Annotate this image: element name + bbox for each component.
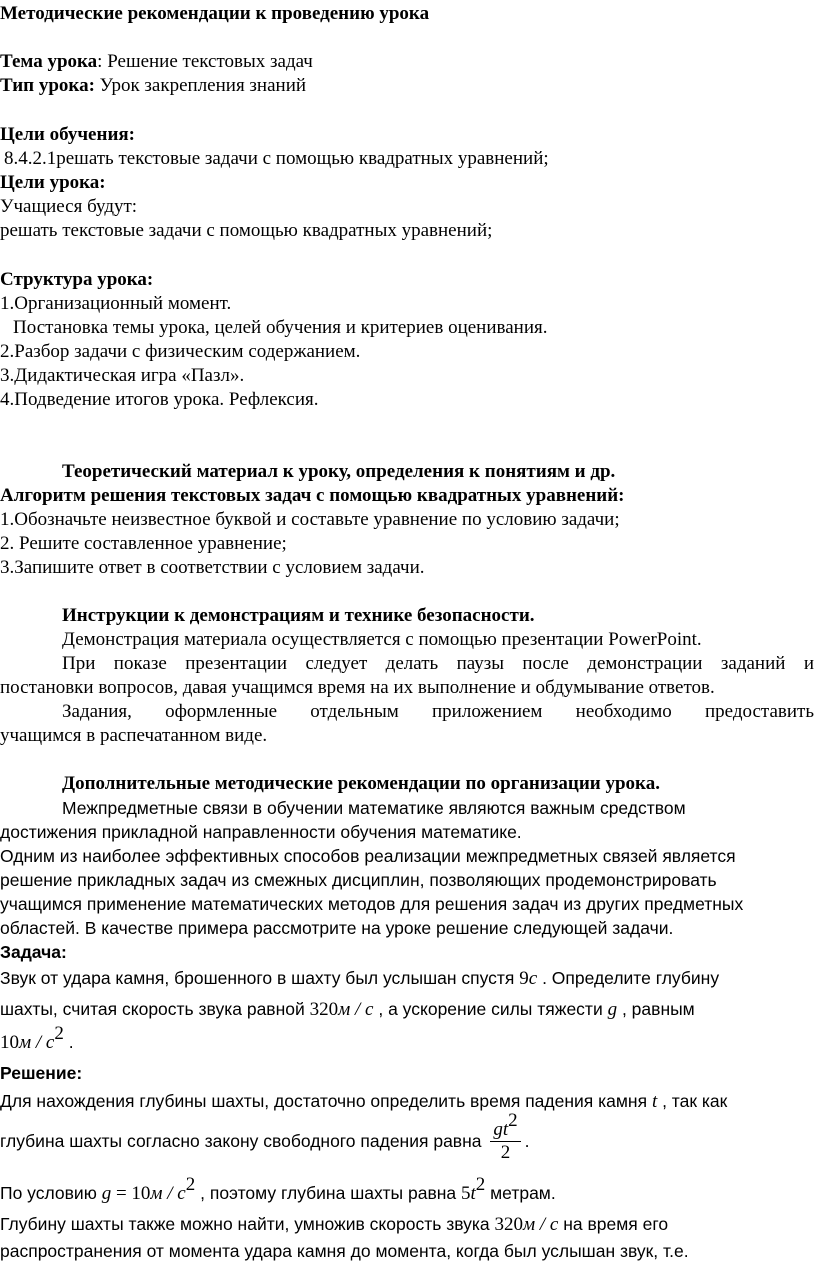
solution-text: . xyxy=(524,1131,530,1151)
additional-line: решение прикладных задач из смежных дисциплин, позволяющих продемонстрировать xyxy=(0,870,717,890)
task-text: , а ускорение силы тяжести xyxy=(373,999,608,1019)
algorithm-heading: Алгоритм решения текстовых задач с помощью квадратных уравнений: xyxy=(0,485,625,506)
formula-variable: g xyxy=(101,1183,112,1204)
solution-text: Для нахождения глубины шахты, достаточно определить время падения камня xyxy=(0,1091,652,1111)
task-text: шахты, считая скорость звука равной xyxy=(0,999,310,1019)
solution-text: По условию xyxy=(0,1183,102,1203)
instructions-paragraph: Демонстрация материала осуществляется с помощью презентации PowerPoint. xyxy=(62,629,702,650)
topic-label: Тема урока xyxy=(0,51,98,72)
formula-exponent: 2 xyxy=(475,1174,486,1196)
algorithm-step: 1.Обозначьте неизвестное буквой и составьте уравнение по условию задачи; xyxy=(0,509,620,530)
task-text: Звук от удара камня, брошенного в шахту был услышан спустя xyxy=(0,968,520,988)
formula-variable: t xyxy=(651,1091,658,1112)
structure-item: 3.Дидактическая игра «Пазл». xyxy=(0,365,245,386)
lesson-goals-heading: Цели урока: xyxy=(0,172,106,193)
task-line xyxy=(0,997,695,1022)
topic-value: : Решение текстовых задач xyxy=(97,51,313,72)
solution-line xyxy=(0,1110,530,1164)
solution-text: глубина шахты согласно закону свободного падения равна xyxy=(0,1131,487,1151)
formula-number: = 10 xyxy=(111,1183,151,1204)
additional-line: учащимся применение математических методов для решения задач из других предметных xyxy=(0,894,744,914)
structure-item: 2.Разбор задачи с физическим содержанием. xyxy=(0,341,361,362)
additional-line: достижения прикладной направленности обучения математике. xyxy=(0,822,522,842)
type-label: Тип урока: xyxy=(0,75,95,96)
fraction xyxy=(490,1110,520,1164)
task-text: . xyxy=(63,1032,74,1052)
solution-text: Глубину шахты также можно найти, умножив скорость звука xyxy=(0,1214,495,1234)
formula-number: 320 xyxy=(309,999,339,1020)
topic-line xyxy=(0,50,313,74)
task-line xyxy=(0,1023,74,1055)
solution-heading: Решение: xyxy=(0,1063,83,1083)
lesson-goal-item: решать текстовые задачи с помощью квадратных уравнений; xyxy=(0,220,493,241)
formula-number: 10 xyxy=(0,1032,19,1053)
structure-heading: Структура урока: xyxy=(0,269,154,290)
task-text: , равным xyxy=(617,999,695,1019)
solution-text: на время его xyxy=(558,1214,669,1234)
task-text: . Определите глубину xyxy=(537,968,720,988)
formula-variable: t xyxy=(470,1183,476,1204)
formula-unit: м / с xyxy=(19,1032,55,1053)
task-line xyxy=(0,966,719,991)
solution-line xyxy=(0,1174,556,1206)
formula-unit: м / с xyxy=(338,999,374,1020)
formula-number: 5 xyxy=(461,1183,471,1204)
solution-line xyxy=(0,1212,668,1237)
solution-text: , поэтому глубина шахты равна xyxy=(195,1183,461,1203)
fraction-numerator: gt xyxy=(493,1119,509,1140)
instructions-paragraph: Задания, оформленные отдельным приложением необходимо предоставить xyxy=(62,701,814,722)
fraction-denominator: 2 xyxy=(500,1142,511,1163)
structure-item: 4.Подведение итогов урока. Рефлексия. xyxy=(0,389,319,410)
students-will: Учащиеся будут: xyxy=(0,196,138,217)
solution-line xyxy=(0,1089,727,1114)
structure-item: Постановка темы урока, целей обучения и критериев оценивания. xyxy=(13,317,548,338)
solution-text: , так как xyxy=(657,1091,728,1111)
theory-heading: Теоретический материал к уроку, определения к понятиям и др. xyxy=(62,461,616,482)
task-heading: Задача: xyxy=(0,942,67,962)
formula-exponent: 2 xyxy=(508,1110,518,1132)
additional-line: областей. В качестве примера рассмотрите на уроке решение следующей задачи. xyxy=(0,918,674,938)
instructions-heading: Инструкции к демонстрациям и технике безопасности. xyxy=(62,605,535,626)
goals-heading: Цели обучения: xyxy=(0,124,135,145)
algorithm-step: 3.Запишите ответ в соответствии с условием задачи. xyxy=(0,557,425,578)
additional-line: Одним из наиболее эффективных способов реализации межпредметных связей является xyxy=(0,846,736,866)
instructions-paragraph-cont: постановки вопросов, давая учащимся время на их выполнение и обдумывание ответов. xyxy=(0,677,715,698)
algorithm-step: 2. Решите составленное уравнение; xyxy=(0,533,287,554)
type-line xyxy=(0,74,306,98)
document-title: Методические рекомендации к проведению урока xyxy=(0,3,430,24)
formula-variable: g xyxy=(607,999,618,1020)
formula-unit: м / с xyxy=(523,1214,559,1235)
instructions-paragraph: При показе презентации следует делать паузы после демонстрации заданий и xyxy=(62,653,814,674)
formula-unit: м / с xyxy=(150,1183,186,1204)
structure-item: 1.Организационный момент. xyxy=(0,293,232,314)
additional-line: Межпредметные связи в обучении математике являются важным средством xyxy=(62,798,686,818)
instructions-paragraph-cont: учащимся в распечатанном виде. xyxy=(0,725,268,746)
formula-exponent: 2 xyxy=(54,1023,64,1045)
formula-exponent: 2 xyxy=(185,1174,196,1196)
solution-text: метрам. xyxy=(485,1183,556,1203)
formula-number: 320 xyxy=(494,1214,524,1235)
formula-number: 9 xyxy=(519,968,529,989)
additional-heading: Дополнительные методические рекомендации по организации урока. xyxy=(62,773,660,794)
solution-line: распространения от момента удара камня до момента, когда был услышан звук, т.е. xyxy=(0,1241,689,1261)
goal-item: 8.4.2.1решать текстовые задачи с помощью квадратных уравнений; xyxy=(4,148,549,169)
type-value: Урок закрепления знаний xyxy=(94,75,307,96)
formula-unit: с xyxy=(528,968,538,989)
